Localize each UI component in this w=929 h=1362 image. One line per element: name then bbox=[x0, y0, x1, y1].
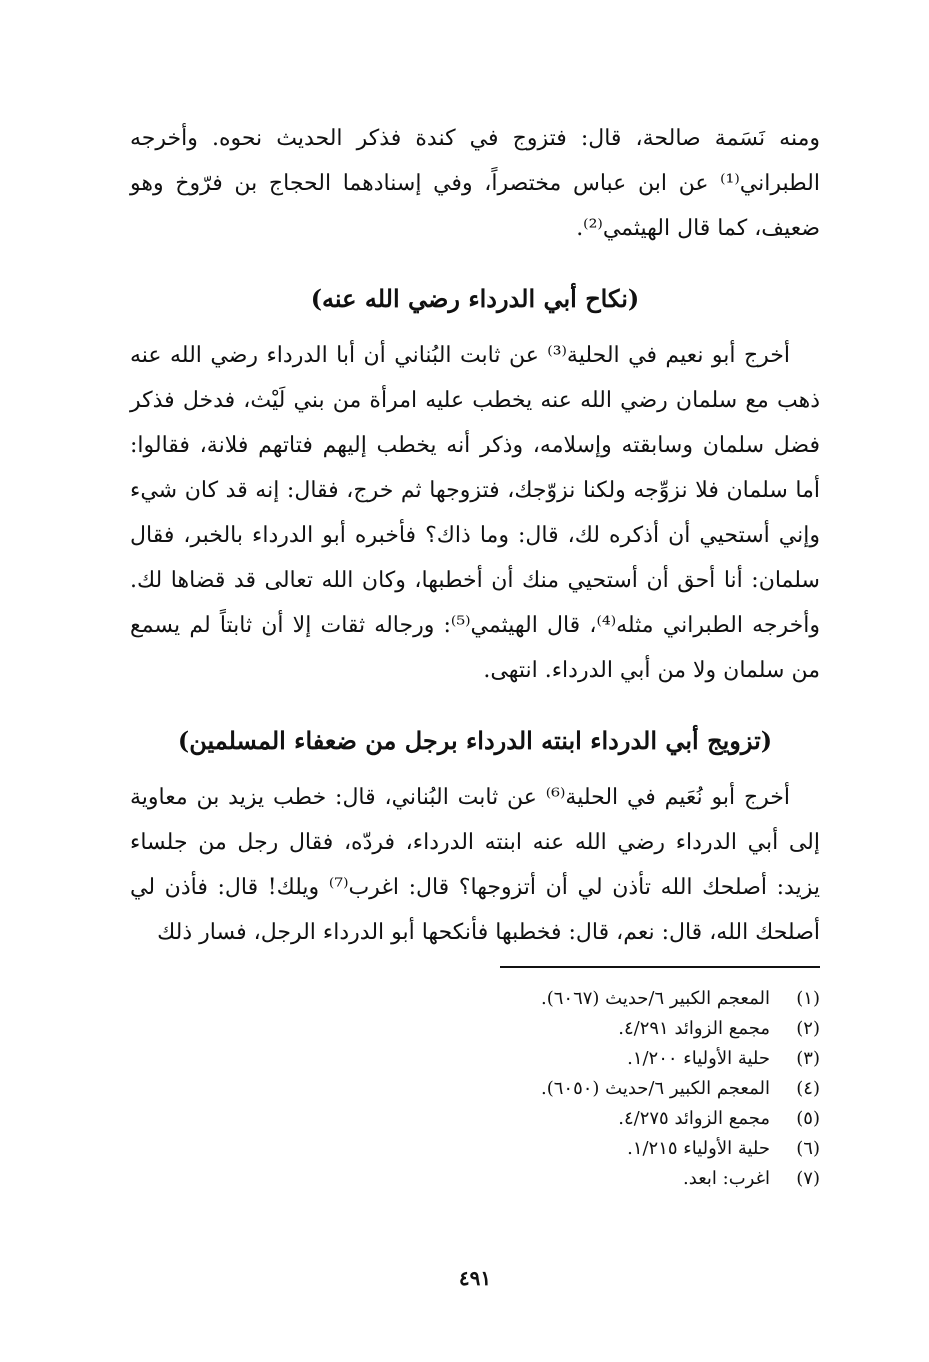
paragraph-continuation: ومنه نَسَمة صالحة، قال: فتزوج في كندة فذكر الحديث نحوه. وأخرجه الطبراني⁽¹⁾ عن ابن عباس مختصراً، وفي إسنادهما الحجاج بن فرّوخ وهو ضعيف، كما قال الهيثمي⁽²⁾. bbox=[130, 126, 820, 241]
paragraph-daughter-marriage: أخرج أبو نُعَيم في الحلية⁽⁶⁾ عن ثابت البُناني، قال: خطب يزيد بن معاوية إلى أبي الدرداء رضي الله عنه ابنته الدرداء، فردّه، فقال رجل من جلساء يزيد: أصلحك الله تأذن لي أن أتزوجها؟ قال: اغرب⁽⁷⁾ ويلك! قال: فأذن لي أصلحك الله، قال: نعم، قال: فخطبها فأنكحها أبو الدرداء الرجل، فسار ذلك bbox=[130, 785, 820, 945]
footnote-number: (١) bbox=[796, 988, 820, 1009]
footnote-text: المعجم الكبير ٦/حديث (٦٠٦٧). bbox=[540, 988, 770, 1009]
footnote-number: (٦) bbox=[796, 1138, 820, 1159]
footnote-text: حلية الأولياء ١/٢١٥. bbox=[627, 1138, 770, 1159]
footnote-item bbox=[130, 1044, 820, 1074]
section-heading-daughter-marriage: (تزويج أبي الدرداء ابنته الدرداء برجل من ضعفاء المسلمين) bbox=[177, 726, 773, 755]
footnote-number: (٣) bbox=[796, 1048, 820, 1069]
book-page bbox=[130, 116, 820, 1336]
footnote-text: اغرب: ابعد. bbox=[683, 1168, 770, 1189]
footnote-text: حلية الأولياء ١/٢٠٠. bbox=[627, 1048, 770, 1069]
footnote-number: (٤) bbox=[796, 1078, 820, 1099]
footnote-item bbox=[130, 1104, 820, 1134]
section-heading-abu-darda-marriage: (نكاح أبي الدرداء رضي الله عنه) bbox=[310, 284, 640, 313]
footnotes-list bbox=[130, 984, 820, 1194]
footnote-text: مجمع الزوائد ٤/٢٧٥. bbox=[618, 1108, 770, 1129]
page-number: ٤٩١ bbox=[458, 1266, 492, 1290]
footnote-item bbox=[130, 1164, 820, 1194]
footnote-number: (٢) bbox=[796, 1018, 820, 1039]
footnote-item bbox=[130, 984, 820, 1014]
footnote-separator bbox=[500, 966, 820, 968]
footnote-text: مجمع الزوائد ٤/٢٩١. bbox=[618, 1018, 770, 1039]
footnote-item bbox=[130, 1074, 820, 1104]
footnote-item bbox=[130, 1134, 820, 1164]
footnote-text: المعجم الكبير ٦/حديث (٦٠٥٠). bbox=[540, 1078, 770, 1099]
paragraph-abu-darda-marriage: أخرج أبو نعيم في الحلية⁽³⁾ عن ثابت البُناني أن أبا الدرداء رضي الله عنه ذهب مع سلمان رضي الله عنه يخطب عليه امرأة من بني لَيْث، فدخل فذكر فضل سلمان وسابقته وإسلامه، وذكر أنه يخطب إليهم فتاتهم فلانة، فقالوا: أما سلمان فلا نزوِّجه ولكنا نزوّجك، فتزوجها ثم خرج، فقال: إنه قد كان شيء وإني أستحيي أن أذكره لك، قال: وما ذاك؟ فأخبره أبو الدرداء بالخبر، فقال سلمان: أنا أحق أن أستحيي منك أن أخطبها، وكان الله تعالى قد قضاها لك. وأخرجه الطبراني مثله⁽⁴⁾، قال الهيثمي⁽⁵⁾: ورجاله ثقات إلا أن ثابتاً لم يسمع من سلمان ولا من أبي الدرداء. انتهى. bbox=[130, 343, 820, 683]
footnote-number: (٥) bbox=[796, 1108, 820, 1129]
footnote-item bbox=[130, 1014, 820, 1044]
footnote-number: (٧) bbox=[796, 1168, 820, 1189]
